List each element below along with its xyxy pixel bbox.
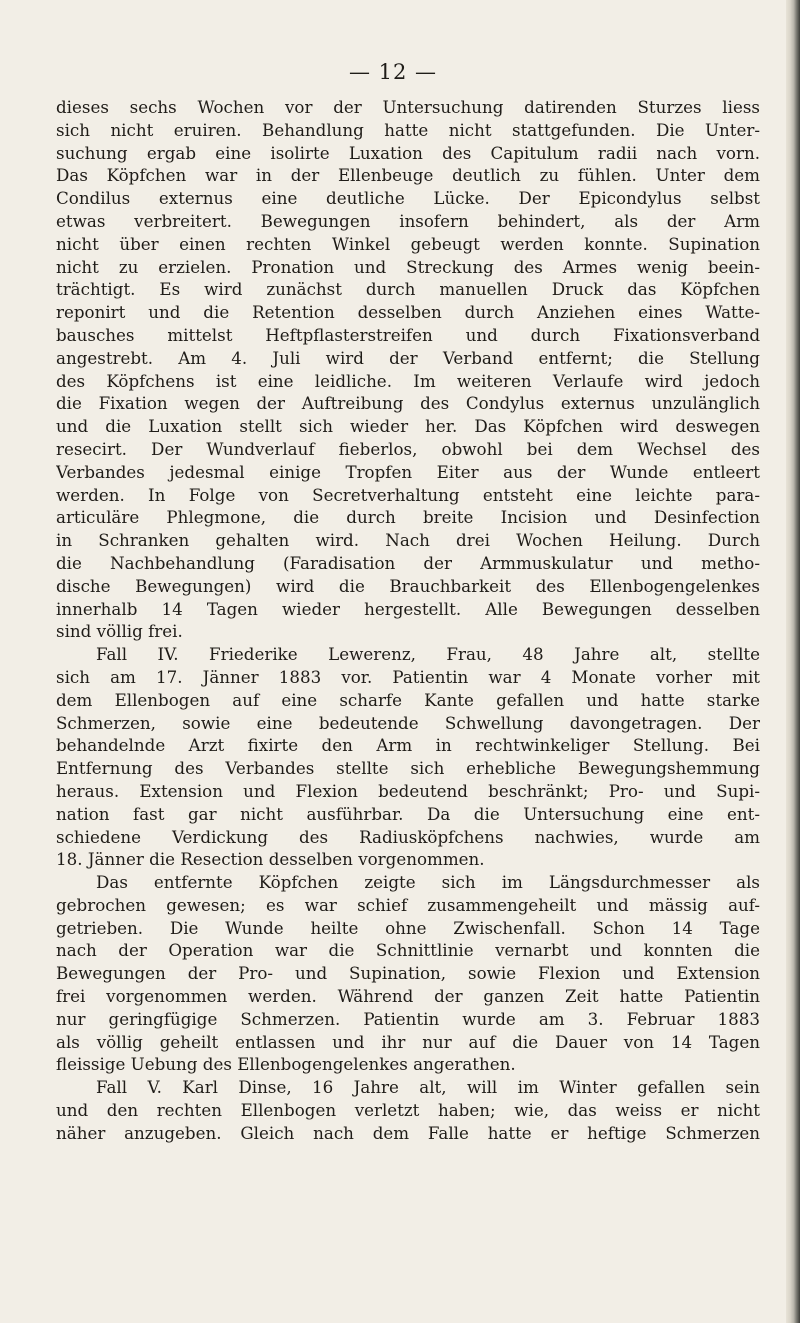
- text-line: sind völlig frei.: [56, 621, 183, 642]
- text-line: dieses sechs Wochen vor der Untersuchung datirenden Sturzes liess: [56, 97, 760, 117]
- text-line: sich am 17. Jänner 1883 vor. Patientin war 4 Monate vorher mit: [56, 666, 760, 687]
- text-line: nur geringfügige Schmerzen. Patientin wurde am 3. Februar 1883: [56, 1008, 760, 1029]
- text-line: etwas verbreitert. Bewegungen insofern behindert, als der Arm: [56, 210, 760, 231]
- text-line: in Schranken gehalten wird. Nach drei Wochen Heilung. Durch: [56, 530, 760, 551]
- text-line: nicht zu erzielen. Pronation und Streckung des Armes wenig beein-: [56, 256, 760, 277]
- text-line: behandelnde Arzt fixirte den Arm in rechtwinkeliger Stellung. Bei: [56, 735, 760, 756]
- text-line: fleissige Uebung des Ellenbogengelenkes angerathen.: [56, 1054, 516, 1075]
- text-line: schiedene Verdickung des Radiusköpfchens nachwies, wurde am: [56, 826, 760, 847]
- text-line: gebrochen gewesen; es war schief zusammengeheilt und mässig auf-: [56, 894, 760, 915]
- text-line: als völlig geheilt entlassen und ihr nur auf die Dauer von 14 Tagen: [56, 1031, 760, 1052]
- text-line: frei vorgenommen werden. Während der ganzen Zeit hatte Patientin: [56, 986, 760, 1007]
- text-line: Bewegungen der Pro- und Supination, sowie Flexion und Extension: [56, 963, 760, 984]
- text-line: angestrebt. Am 4. Juli wird der Verband entfernt; die Stellung: [56, 347, 760, 368]
- text-line: Das entfernte Köpfchen zeigte sich im Längsdurchmesser als: [96, 872, 760, 893]
- text-line: Fall IV. Friederike Lewerenz, Frau, 48 Jahre alt, stellte: [96, 644, 760, 665]
- text-line: Fall V. Karl Dinse, 16 Jahre alt, will im Winter gefallen sein: [96, 1077, 760, 1098]
- text-line: nation fast gar nicht ausführbar. Da die Untersuchung eine ent-: [56, 803, 760, 824]
- text-line: und den rechten Ellenbogen verletzt haben; wie, das weiss er nicht: [56, 1100, 760, 1121]
- text-line: nach der Operation war die Schnittlinie vernarbt und konnten die: [56, 940, 760, 961]
- text-line: sich nicht eruiren. Behandlung hatte nicht stattgefunden. Die Unter-: [56, 119, 760, 140]
- text-line: Condilus externus eine deutliche Lücke. Der Epicondylus selbst: [56, 188, 760, 209]
- text-line: reponirt und die Retention desselben durch Anziehen eines Watte-: [56, 302, 760, 323]
- text-line: getrieben. Die Wunde heilte ohne Zwischenfall. Schon 14 Tage: [56, 917, 760, 938]
- text-line: dem Ellenbogen auf eine scharfe Kante gefallen und hatte starke: [56, 689, 760, 710]
- text-line: werden. In Folge von Secretverhaltung entsteht eine leichte para-: [56, 484, 760, 505]
- text-line: nicht über einen rechten Winkel gebeugt werden konnte. Supination: [56, 233, 760, 254]
- text-line: Schmerzen, sowie eine bedeutende Schwellung davongetragen. Der: [56, 712, 760, 733]
- page-edge-shadow: [786, 0, 800, 1323]
- text-line: des Köpfchens ist eine leidliche. Im weiteren Verlaufe wird jedoch: [56, 370, 760, 391]
- text-line: dische Bewegungen) wird die Brauchbarkeit des Ellenbogengelenkes: [56, 575, 760, 596]
- text-line: die Nachbehandlung (Faradisation der Armmuskulatur und metho-: [56, 552, 760, 573]
- text-line: Entfernung des Verbandes stellte sich erhebliche Bewegungshemmung: [56, 758, 760, 779]
- text-line: innerhalb 14 Tagen wieder hergestellt. Alle Bewegungen desselben: [56, 598, 760, 619]
- text-line: die Fixation wegen der Auftreibung des Condylus externus unzulänglich: [56, 393, 760, 414]
- text-line: näher anzugeben. Gleich nach dem Falle hatte er heftige Schmerzen: [56, 1122, 760, 1143]
- text-line: trächtigt. Es wird zunächst durch manuellen Druck das Köpfchen: [56, 279, 760, 300]
- text-line: 18. Jänner die Resection desselben vorgenommen.: [56, 849, 485, 870]
- text-line: Das Köpfchen war in der Ellenbeuge deutlich zu fühlen. Unter dem: [56, 165, 760, 186]
- text-line: articuläre Phlegmone, die durch breite Incision und Desinfection: [56, 507, 760, 528]
- body-text: [56, 96, 760, 1145]
- text-line: heraus. Extension und Flexion bedeutend beschränkt; Pro- und Supi-: [56, 780, 760, 801]
- page-number: — 12 —: [348, 60, 438, 84]
- text-line: Verbandes jedesmal einige Tropfen Eiter aus der Wunde entleert: [56, 461, 760, 482]
- text-line: bausches mittelst Heftpflasterstreifen und durch Fixationsverband: [56, 324, 760, 345]
- text-line: resecirt. Der Wundverlauf fieberlos, obwohl bei dem Wechsel des: [56, 438, 760, 459]
- text-line: suchung ergab eine isolirte Luxation des Capitulum radii nach vorn.: [56, 142, 760, 163]
- text-line: und die Luxation stellt sich wieder her. Das Köpfchen wird deswegen: [56, 416, 760, 437]
